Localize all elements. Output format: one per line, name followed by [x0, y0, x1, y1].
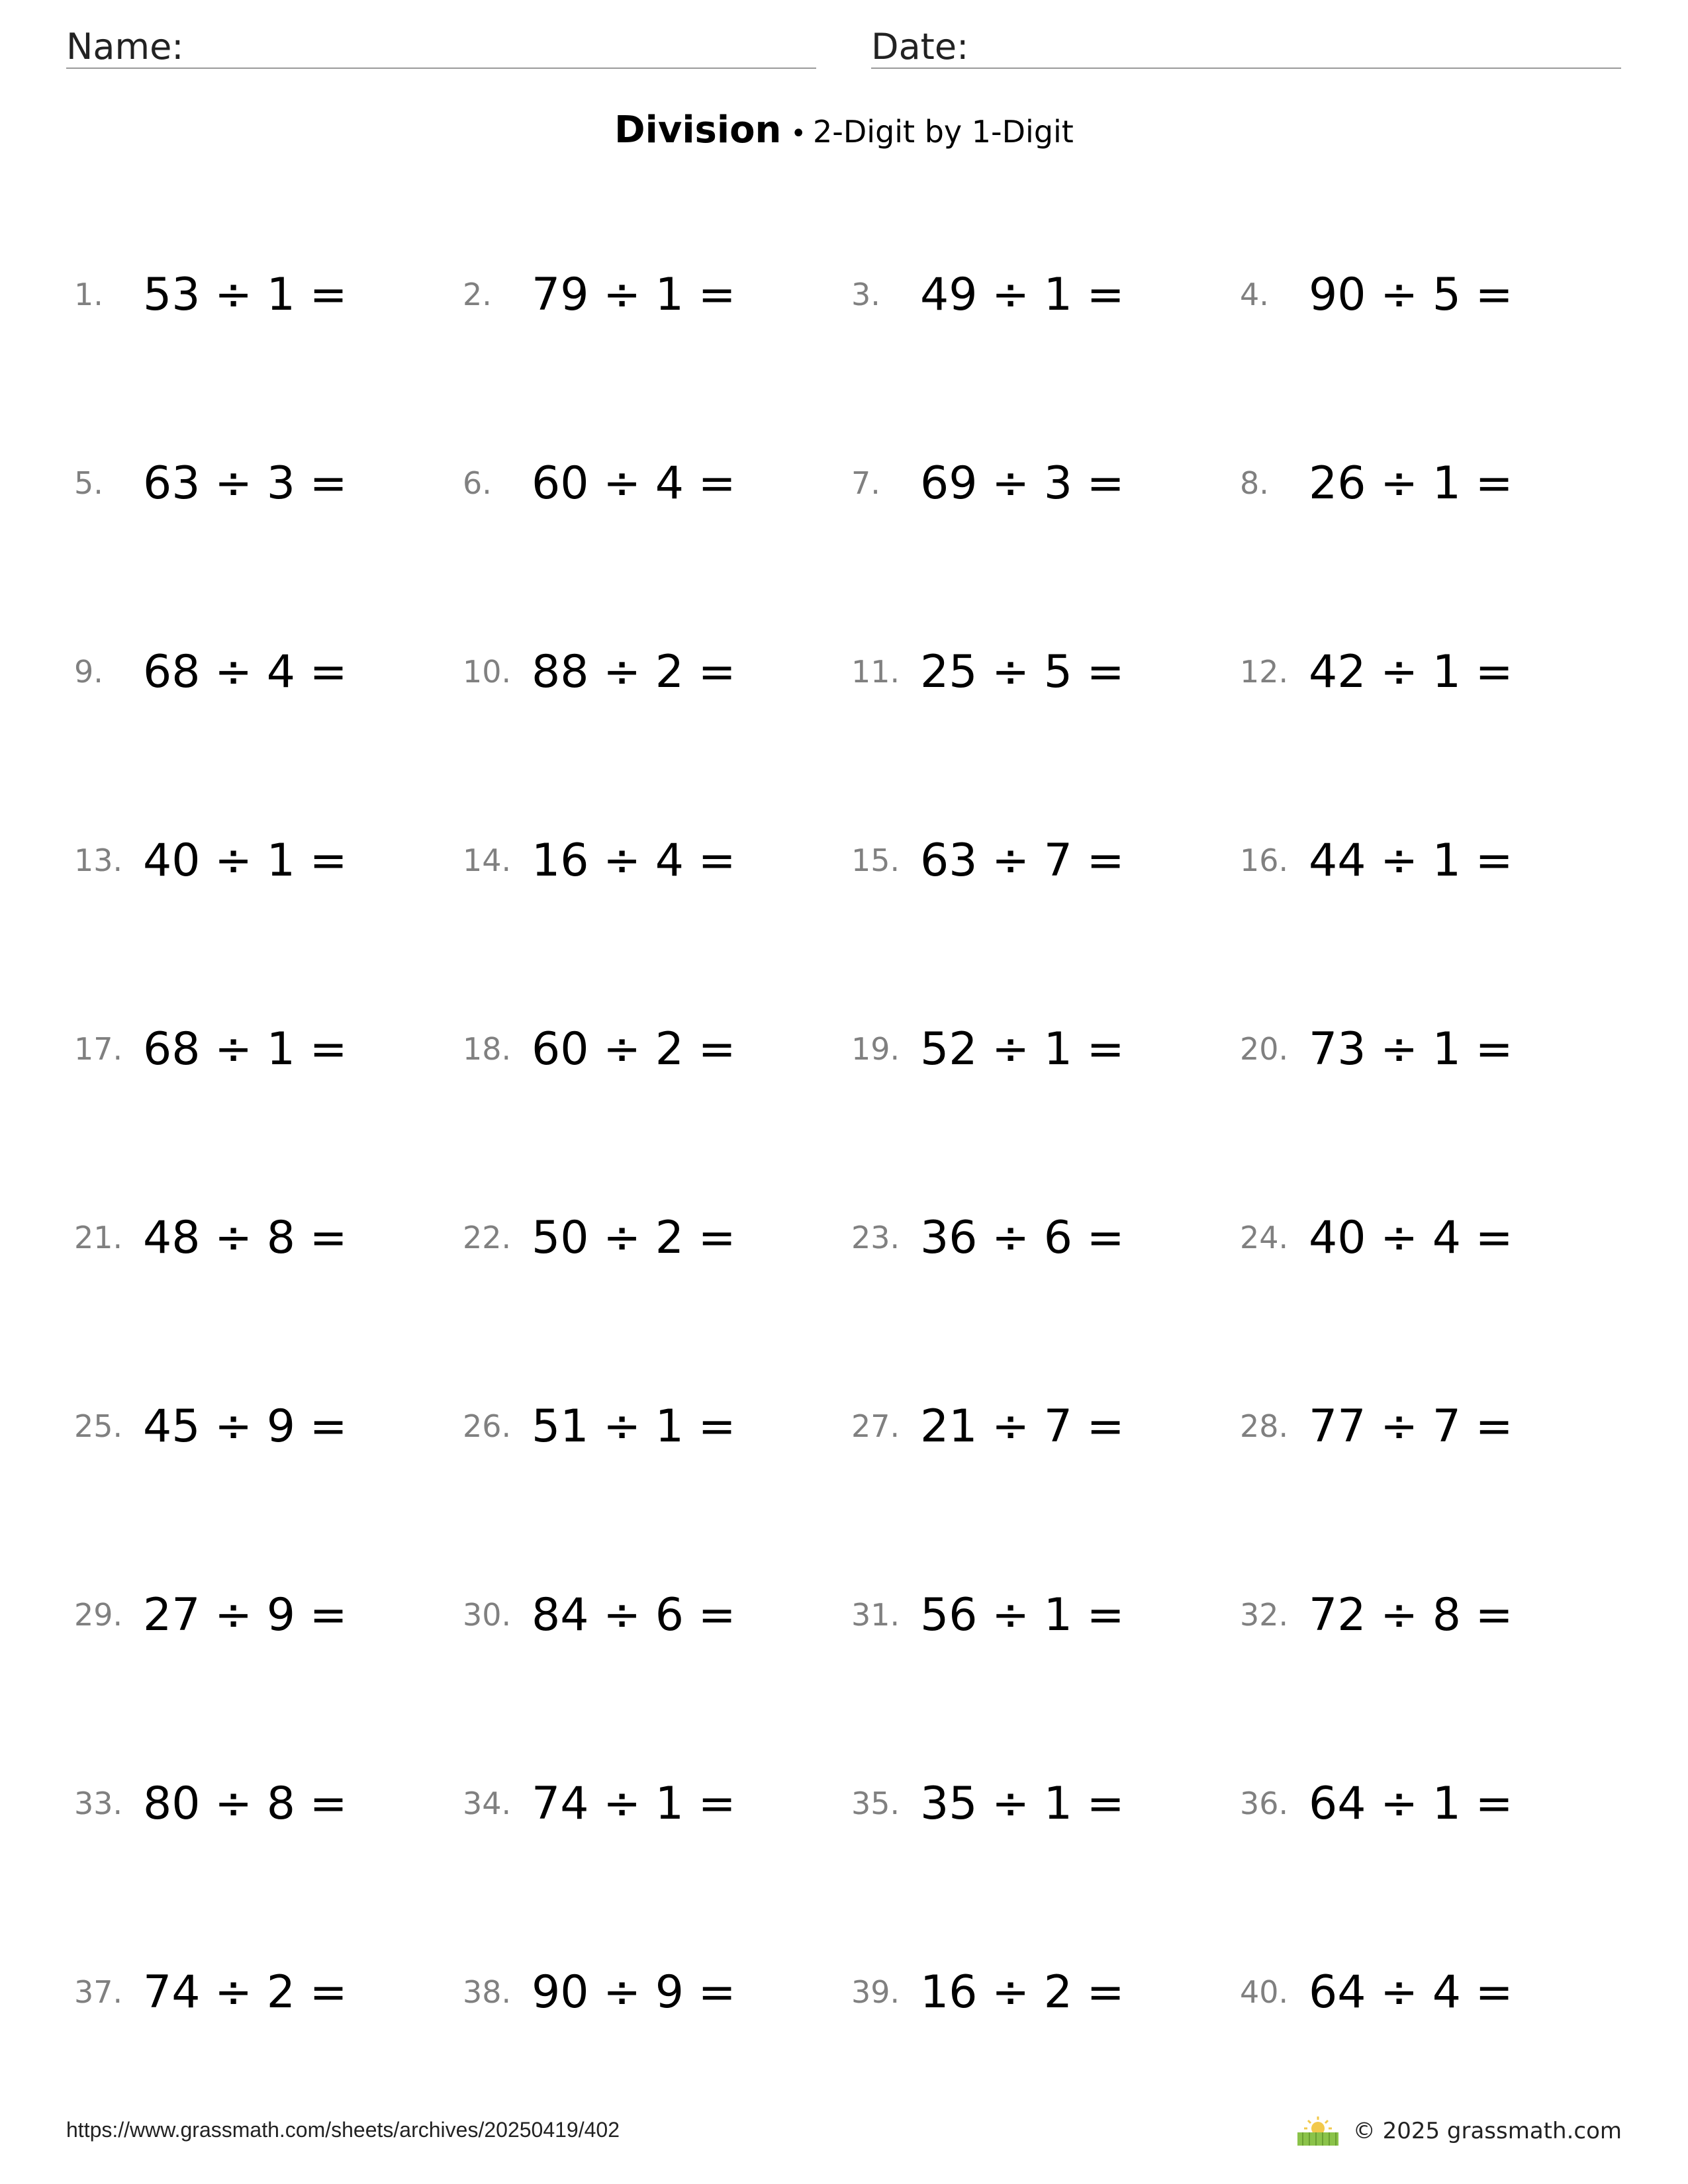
- problem-expression: 77 ÷ 7 =: [1309, 1400, 1513, 1453]
- problem-item: [851, 1759, 1240, 1845]
- problem-item: [1240, 439, 1628, 525]
- name-label: Name:: [66, 26, 184, 68]
- problem-item: [463, 1570, 851, 1657]
- problem-expression: 84 ÷ 6 =: [532, 1589, 736, 1641]
- problem-expression: 26 ÷ 1 =: [1309, 457, 1513, 510]
- problem-expression: 27 ÷ 9 =: [143, 1589, 348, 1641]
- problem-number: 28.: [1240, 1408, 1289, 1444]
- problem-item: [463, 816, 851, 902]
- problem-expression: 72 ÷ 8 =: [1309, 1589, 1513, 1641]
- problem-item: [851, 627, 1240, 713]
- problem-number: 3.: [851, 277, 880, 312]
- problem-number: 11.: [851, 654, 900, 690]
- date-label: Date:: [871, 26, 969, 68]
- problem-number: 39.: [851, 1974, 900, 2010]
- problem-expression: 88 ÷ 2 =: [532, 646, 736, 698]
- problem-item: [463, 1948, 851, 2034]
- problem-expression: 42 ÷ 1 =: [1309, 646, 1513, 698]
- problem-number: 22.: [463, 1220, 512, 1255]
- problem-expression: 64 ÷ 4 =: [1309, 1966, 1513, 2019]
- problem-expression: 51 ÷ 1 =: [532, 1400, 736, 1453]
- problem-item: [74, 816, 463, 902]
- problem-item: [463, 250, 851, 336]
- problem-grid: [74, 250, 1623, 2136]
- problem-number: 4.: [1240, 277, 1269, 312]
- problem-number: 20.: [1240, 1031, 1289, 1067]
- problem-item: [74, 1382, 463, 1468]
- footer-copyright: © 2025 grassmath.com: [1352, 2118, 1622, 2144]
- problem-item: [463, 1005, 851, 1091]
- problem-item: [851, 1005, 1240, 1091]
- problem-number: 31.: [851, 1597, 900, 1633]
- problem-number: 6.: [463, 465, 492, 501]
- problem-number: 34.: [463, 1786, 512, 1821]
- problem-item: [851, 1948, 1240, 2034]
- problem-expression: 68 ÷ 1 =: [143, 1023, 348, 1075]
- problem-expression: 36 ÷ 6 =: [920, 1212, 1125, 1264]
- sun-over-grass-icon: [1295, 2115, 1341, 2147]
- problem-expression: 68 ÷ 4 =: [143, 646, 348, 698]
- problem-expression: 40 ÷ 4 =: [1309, 1212, 1513, 1264]
- problem-item: [1240, 250, 1628, 336]
- problem-number: 21.: [74, 1220, 123, 1255]
- problem-number: 7.: [851, 465, 880, 501]
- problem-expression: 44 ÷ 1 =: [1309, 835, 1513, 887]
- problem-number: 32.: [1240, 1597, 1289, 1633]
- problem-item: [851, 816, 1240, 902]
- problem-number: 14.: [463, 842, 512, 878]
- problem-number: 1.: [74, 277, 103, 312]
- problem-expression: 40 ÷ 1 =: [143, 835, 348, 887]
- problem-number: 29.: [74, 1597, 123, 1633]
- problem-item: [851, 1570, 1240, 1657]
- problem-expression: 63 ÷ 7 =: [920, 835, 1125, 887]
- problem-number: 23.: [851, 1220, 900, 1255]
- problem-expression: 60 ÷ 2 =: [532, 1023, 736, 1075]
- problem-item: [74, 627, 463, 713]
- problem-number: 24.: [1240, 1220, 1289, 1255]
- problem-expression: 52 ÷ 1 =: [920, 1023, 1125, 1075]
- problem-number: 19.: [851, 1031, 900, 1067]
- problem-item: [463, 1759, 851, 1845]
- problem-item: [851, 250, 1240, 336]
- problem-expression: 80 ÷ 8 =: [143, 1778, 348, 1830]
- problem-expression: 90 ÷ 5 =: [1309, 269, 1513, 321]
- problem-expression: 63 ÷ 3 =: [143, 457, 348, 510]
- problem-number: 17.: [74, 1031, 123, 1067]
- problem-expression: 90 ÷ 9 =: [532, 1966, 736, 2019]
- problem-expression: 35 ÷ 1 =: [920, 1778, 1125, 1830]
- problem-item: [463, 627, 851, 713]
- problem-expression: 53 ÷ 1 =: [143, 269, 348, 321]
- problem-item: [463, 1193, 851, 1279]
- problem-expression: 48 ÷ 8 =: [143, 1212, 348, 1264]
- worksheet-title: [0, 107, 1688, 157]
- problem-number: 35.: [851, 1786, 900, 1821]
- problem-expression: 49 ÷ 1 =: [920, 269, 1125, 321]
- name-field[interactable]: [66, 20, 816, 69]
- problem-item: [1240, 1759, 1628, 1845]
- problem-expression: 69 ÷ 3 =: [920, 457, 1125, 510]
- problem-item: [1240, 1193, 1628, 1279]
- problem-item: [74, 1193, 463, 1279]
- problem-item: [74, 439, 463, 525]
- problem-expression: 79 ÷ 1 =: [532, 269, 736, 321]
- problem-expression: 64 ÷ 1 =: [1309, 1778, 1513, 1830]
- problem-number: 13.: [74, 842, 123, 878]
- problem-number: 36.: [1240, 1786, 1289, 1821]
- problem-number: 10.: [463, 654, 512, 690]
- problem-number: 18.: [463, 1031, 512, 1067]
- problem-item: [74, 1005, 463, 1091]
- problem-expression: 16 ÷ 4 =: [532, 835, 736, 887]
- problem-number: 40.: [1240, 1974, 1289, 2010]
- problem-number: 27.: [851, 1408, 900, 1444]
- problem-item: [1240, 1382, 1628, 1468]
- problem-number: 30.: [463, 1597, 512, 1633]
- title-main: Division: [614, 109, 782, 152]
- problem-item: [74, 250, 463, 336]
- title-subtitle: 2-Digit by 1-Digit: [813, 114, 1074, 150]
- problem-expression: 16 ÷ 2 =: [920, 1966, 1125, 2019]
- problem-item: [1240, 1005, 1628, 1091]
- problem-number: 2.: [463, 277, 492, 312]
- problem-expression: 45 ÷ 9 =: [143, 1400, 348, 1453]
- problem-number: 25.: [74, 1408, 123, 1444]
- problem-item: [1240, 1948, 1628, 2034]
- title-bullet: •: [790, 118, 806, 149]
- problem-item: [851, 439, 1240, 525]
- problem-item: [851, 1193, 1240, 1279]
- problem-item: [463, 1382, 851, 1468]
- date-field[interactable]: [871, 20, 1621, 69]
- problem-item: [74, 1759, 463, 1845]
- problem-item: [1240, 816, 1628, 902]
- problem-number: 8.: [1240, 465, 1269, 501]
- problem-number: 5.: [74, 465, 103, 501]
- problem-number: 16.: [1240, 842, 1289, 878]
- footer-url: https://www.grassmath.com/sheets/archives/20250419/402: [66, 2118, 620, 2142]
- problem-item: [851, 1382, 1240, 1468]
- problem-number: 15.: [851, 842, 900, 878]
- problem-expression: 21 ÷ 7 =: [920, 1400, 1125, 1453]
- problem-expression: 50 ÷ 2 =: [532, 1212, 736, 1264]
- problem-item: [1240, 1570, 1628, 1657]
- problem-item: [463, 439, 851, 525]
- problem-expression: 74 ÷ 2 =: [143, 1966, 348, 2019]
- problem-expression: 74 ÷ 1 =: [532, 1778, 736, 1830]
- problem-item: [74, 1948, 463, 2034]
- problem-item: [1240, 627, 1628, 713]
- problem-number: 33.: [74, 1786, 123, 1821]
- problem-number: 12.: [1240, 654, 1289, 690]
- problem-expression: 25 ÷ 5 =: [920, 646, 1125, 698]
- problem-expression: 56 ÷ 1 =: [920, 1589, 1125, 1641]
- problem-number: 26.: [463, 1408, 512, 1444]
- problem-expression: 60 ÷ 4 =: [532, 457, 736, 510]
- problem-expression: 73 ÷ 1 =: [1309, 1023, 1513, 1075]
- problem-number: 9.: [74, 654, 103, 690]
- problem-number: 37.: [74, 1974, 123, 2010]
- problem-item: [74, 1570, 463, 1657]
- footer-brand: [1295, 2115, 1622, 2147]
- problem-number: 38.: [463, 1974, 512, 2010]
